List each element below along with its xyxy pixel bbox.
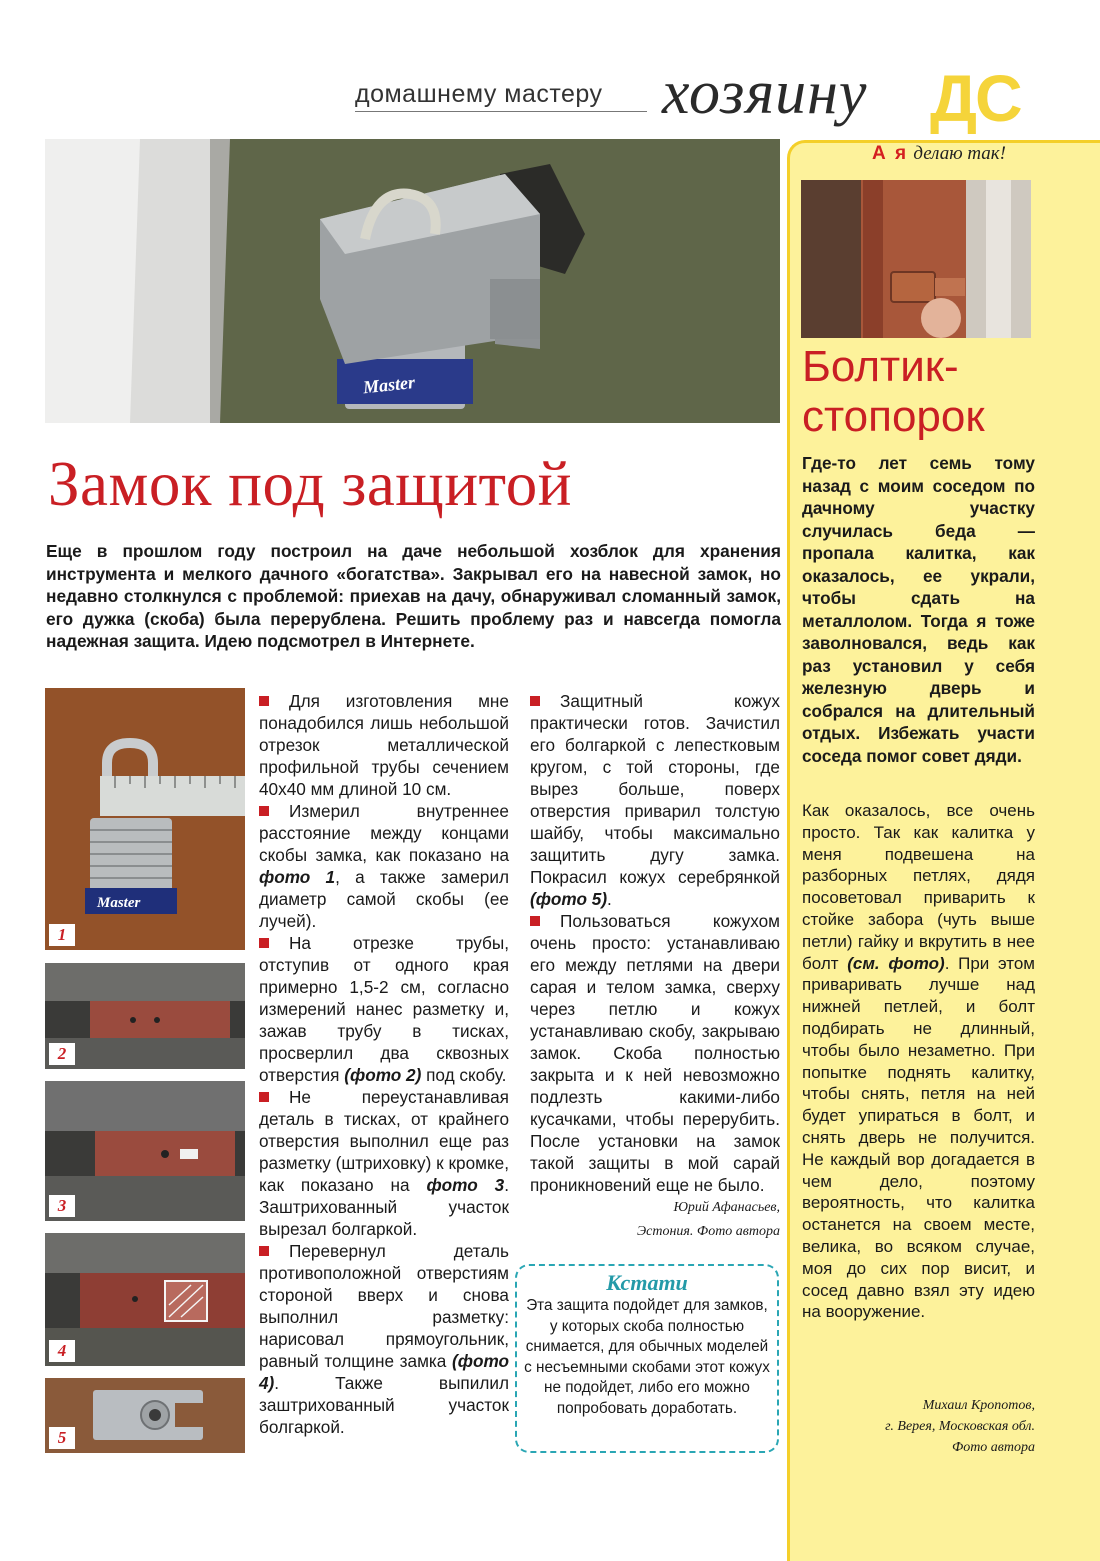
photo-ref: фото 3 [426, 1175, 505, 1195]
sidebar-title [802, 342, 985, 442]
sidebar-photo-credit: Фото автора [951, 1440, 1035, 1455]
sidebar-signature [802, 1395, 1035, 1458]
bullet-marker [530, 916, 540, 926]
step-photo-4 [45, 1233, 245, 1366]
paragraph-3 [259, 932, 509, 1086]
step-photo-5 [45, 1378, 245, 1453]
sidebar-title-line1: Болтик- [802, 342, 959, 391]
bullet-marker [259, 938, 269, 948]
paragraph-text: Пользоваться кожухом очень просто: устанавливаю его между петлями на двери сарая и телом замка, сверху через петлю и кожух устанавливаю скобу, закрываю замок. Скоба полностью закрыта и к ней невозможно подлезть какими-либо кусачками, чтобы перерубить. После установки на замок такой защиты в мой сарай проникновений еще не было. [530, 911, 780, 1195]
sidebar-tag-a: А я [872, 143, 909, 164]
sidebar-photo-bolt [801, 180, 1031, 338]
paragraph-text: Защитный кожух практически готов. Зачистил его болгаркой с лепестковым кругом, с той стороны, где вырез больше, поверх отверстия приварил толстую шайбу, чтобы максимально защитить дугу замка. Покрасил кожух серебрянкой [530, 691, 780, 887]
sidebar-lead: Где-то лет семь тому назад с моим соседом по дачному участку случилась беда — пропала калитка, как оказалось, ее украли, чтобы сдать на металлолом. Тогда я тоже заволновался, ведь как раз установил у себя железную дверь и собрался на длительный отдых. Избежать участи соседа помог совет дяди. [802, 453, 1035, 766]
bullet-marker [259, 806, 269, 816]
bullet-marker [259, 696, 269, 706]
paragraph-text: Не переустанавливая деталь в тисках, от крайнего отверстия выполнил еще раз разметку (штриховку) к кромке, как показано на [259, 1087, 509, 1195]
paragraph-4 [259, 1086, 509, 1240]
sidebar-title-line2: стопорок [802, 392, 985, 441]
main-photo-lock-guard [45, 139, 780, 423]
step-photo-2 [45, 963, 245, 1069]
article-author-place: Эстония. Фото автора [636, 1224, 780, 1239]
step-photo-number: 3 [49, 1195, 75, 1217]
sidebar-author-place: г. Верея, Московская обл. [885, 1419, 1035, 1434]
sidebar-author: Михаил Кропотов, [922, 1398, 1035, 1413]
step-photo-1 [45, 688, 245, 950]
paragraph-text: Измерил внутреннее расстояние между концами скобы замка, как показано на [259, 801, 509, 865]
brand-logo: ДС [930, 61, 1021, 135]
sidebar-body-part2: . При этом приваривать лучше над нижней петлей, и болт подбирать не длинный, чтобы было незаметно. При попытке поднять калитку, чтобы снять, петля на ней будет упираться в болт, и снять дверь не получится. Не каждый вор догадается в чем дело, поэтому вероятность, что калитка останется на своем месте, велика, во всяком случае, моя до сих пор висит, и сосед давно взял эту идею на вооружение. [802, 953, 1035, 1322]
photo-ref: (фото 2) [344, 1065, 422, 1085]
paragraph-text: Перевернул деталь противоположной отверстиям стороной вверх и снова выполнил разметку: нарисовал прямоугольник, равный толщине замка [259, 1241, 509, 1371]
sidebar-tag [872, 143, 1006, 165]
step-photo-number: 4 [49, 1340, 75, 1362]
article-lead: Еще в прошлом году построил на даче небольшой хозблок для хранения инструмента и мелкого дачного «богатства». Закрывал его на навесной замок, но недавно столкнулся с проблемой: приехав на дачу, обнаруживал сломанный замок, его дужка (скоба) была перерублена. Решить проблему раз и навсегда помогла надежная защита. Идею подсмотрел в Интернете. [46, 541, 781, 651]
article-column-1 [259, 690, 509, 1438]
by-the-way-box [515, 1264, 779, 1453]
paragraph-text: На отрезке трубы, отступив от одного края примерно 1,5-2 см, согласно измерений нанес разметку и, зажав трубу в тисках, просверлил два сквозных отверстия [259, 933, 509, 1085]
photo-ref: фото 1 [259, 867, 336, 887]
paragraph-1 [259, 690, 509, 800]
by-the-way-title: Кстати [606, 1270, 688, 1295]
by-the-way-text: Эта защита подойдет для замков, у которых скоба полностью снимается, для обычных моделей с несъемными скобами этот кожух не подойдет, либо его можно попробовать доработать. [524, 1297, 770, 1417]
paragraph-7 [530, 910, 780, 1196]
paragraph-tail: . Также выпилил заштрихованный участок болгаркой. [259, 1373, 509, 1437]
step-photo-number: 2 [49, 1043, 75, 1065]
svg-text:Master: Master [362, 372, 416, 398]
photo-ref: (фото 5) [530, 889, 608, 909]
step-photo-number: 5 [49, 1427, 75, 1449]
paragraph-6 [530, 690, 780, 910]
paragraph-text: Для изготовления мне понадобился лишь небольшой отрезок металлической профильной трубы сечением 40х40 мм длиной 10 см. [259, 691, 509, 799]
paragraph-5 [259, 1240, 509, 1438]
magazine-section-title: хозяину [662, 59, 868, 127]
step-photo-3 [45, 1081, 245, 1221]
svg-text:Master: Master [97, 895, 141, 911]
paragraph-tail: , а также замерил диаметр самой скобы (ее лучей). [259, 867, 509, 931]
sidebar-tag-b: делаю так! [913, 143, 1007, 164]
sidebar-body-ref: (см. фото) [847, 953, 945, 973]
article-title: Замок под защитой [48, 449, 572, 519]
sidebar-body [802, 800, 1035, 1323]
paragraph-2 [259, 800, 509, 932]
rubric-underline [355, 111, 647, 112]
bullet-marker [259, 1246, 269, 1256]
bullet-marker [259, 1092, 269, 1102]
article-signature [530, 1196, 780, 1244]
rubric-label: домашнему мастеру [355, 80, 603, 108]
article-column-2 [530, 690, 780, 1244]
article-author: Юрий Афанасьев, [673, 1200, 780, 1215]
paragraph-tail: . [607, 889, 612, 909]
paragraph-tail: . Заштрихованный участок вырезал болгаркой. [259, 1175, 509, 1239]
step-photo-number: 1 [49, 924, 75, 946]
sidebar-body-part1: Как оказалось, все очень просто. Так как калитка у меня подвешена на разборных петлях, дядя посоветовал приварить к стойке забора (чуть выше петли) гайку и вкрутить в нее болт [802, 801, 1035, 973]
bullet-marker [530, 696, 540, 706]
paragraph-tail: под скобу. [421, 1065, 507, 1085]
photo-ref: (фото 4) [259, 1351, 509, 1393]
